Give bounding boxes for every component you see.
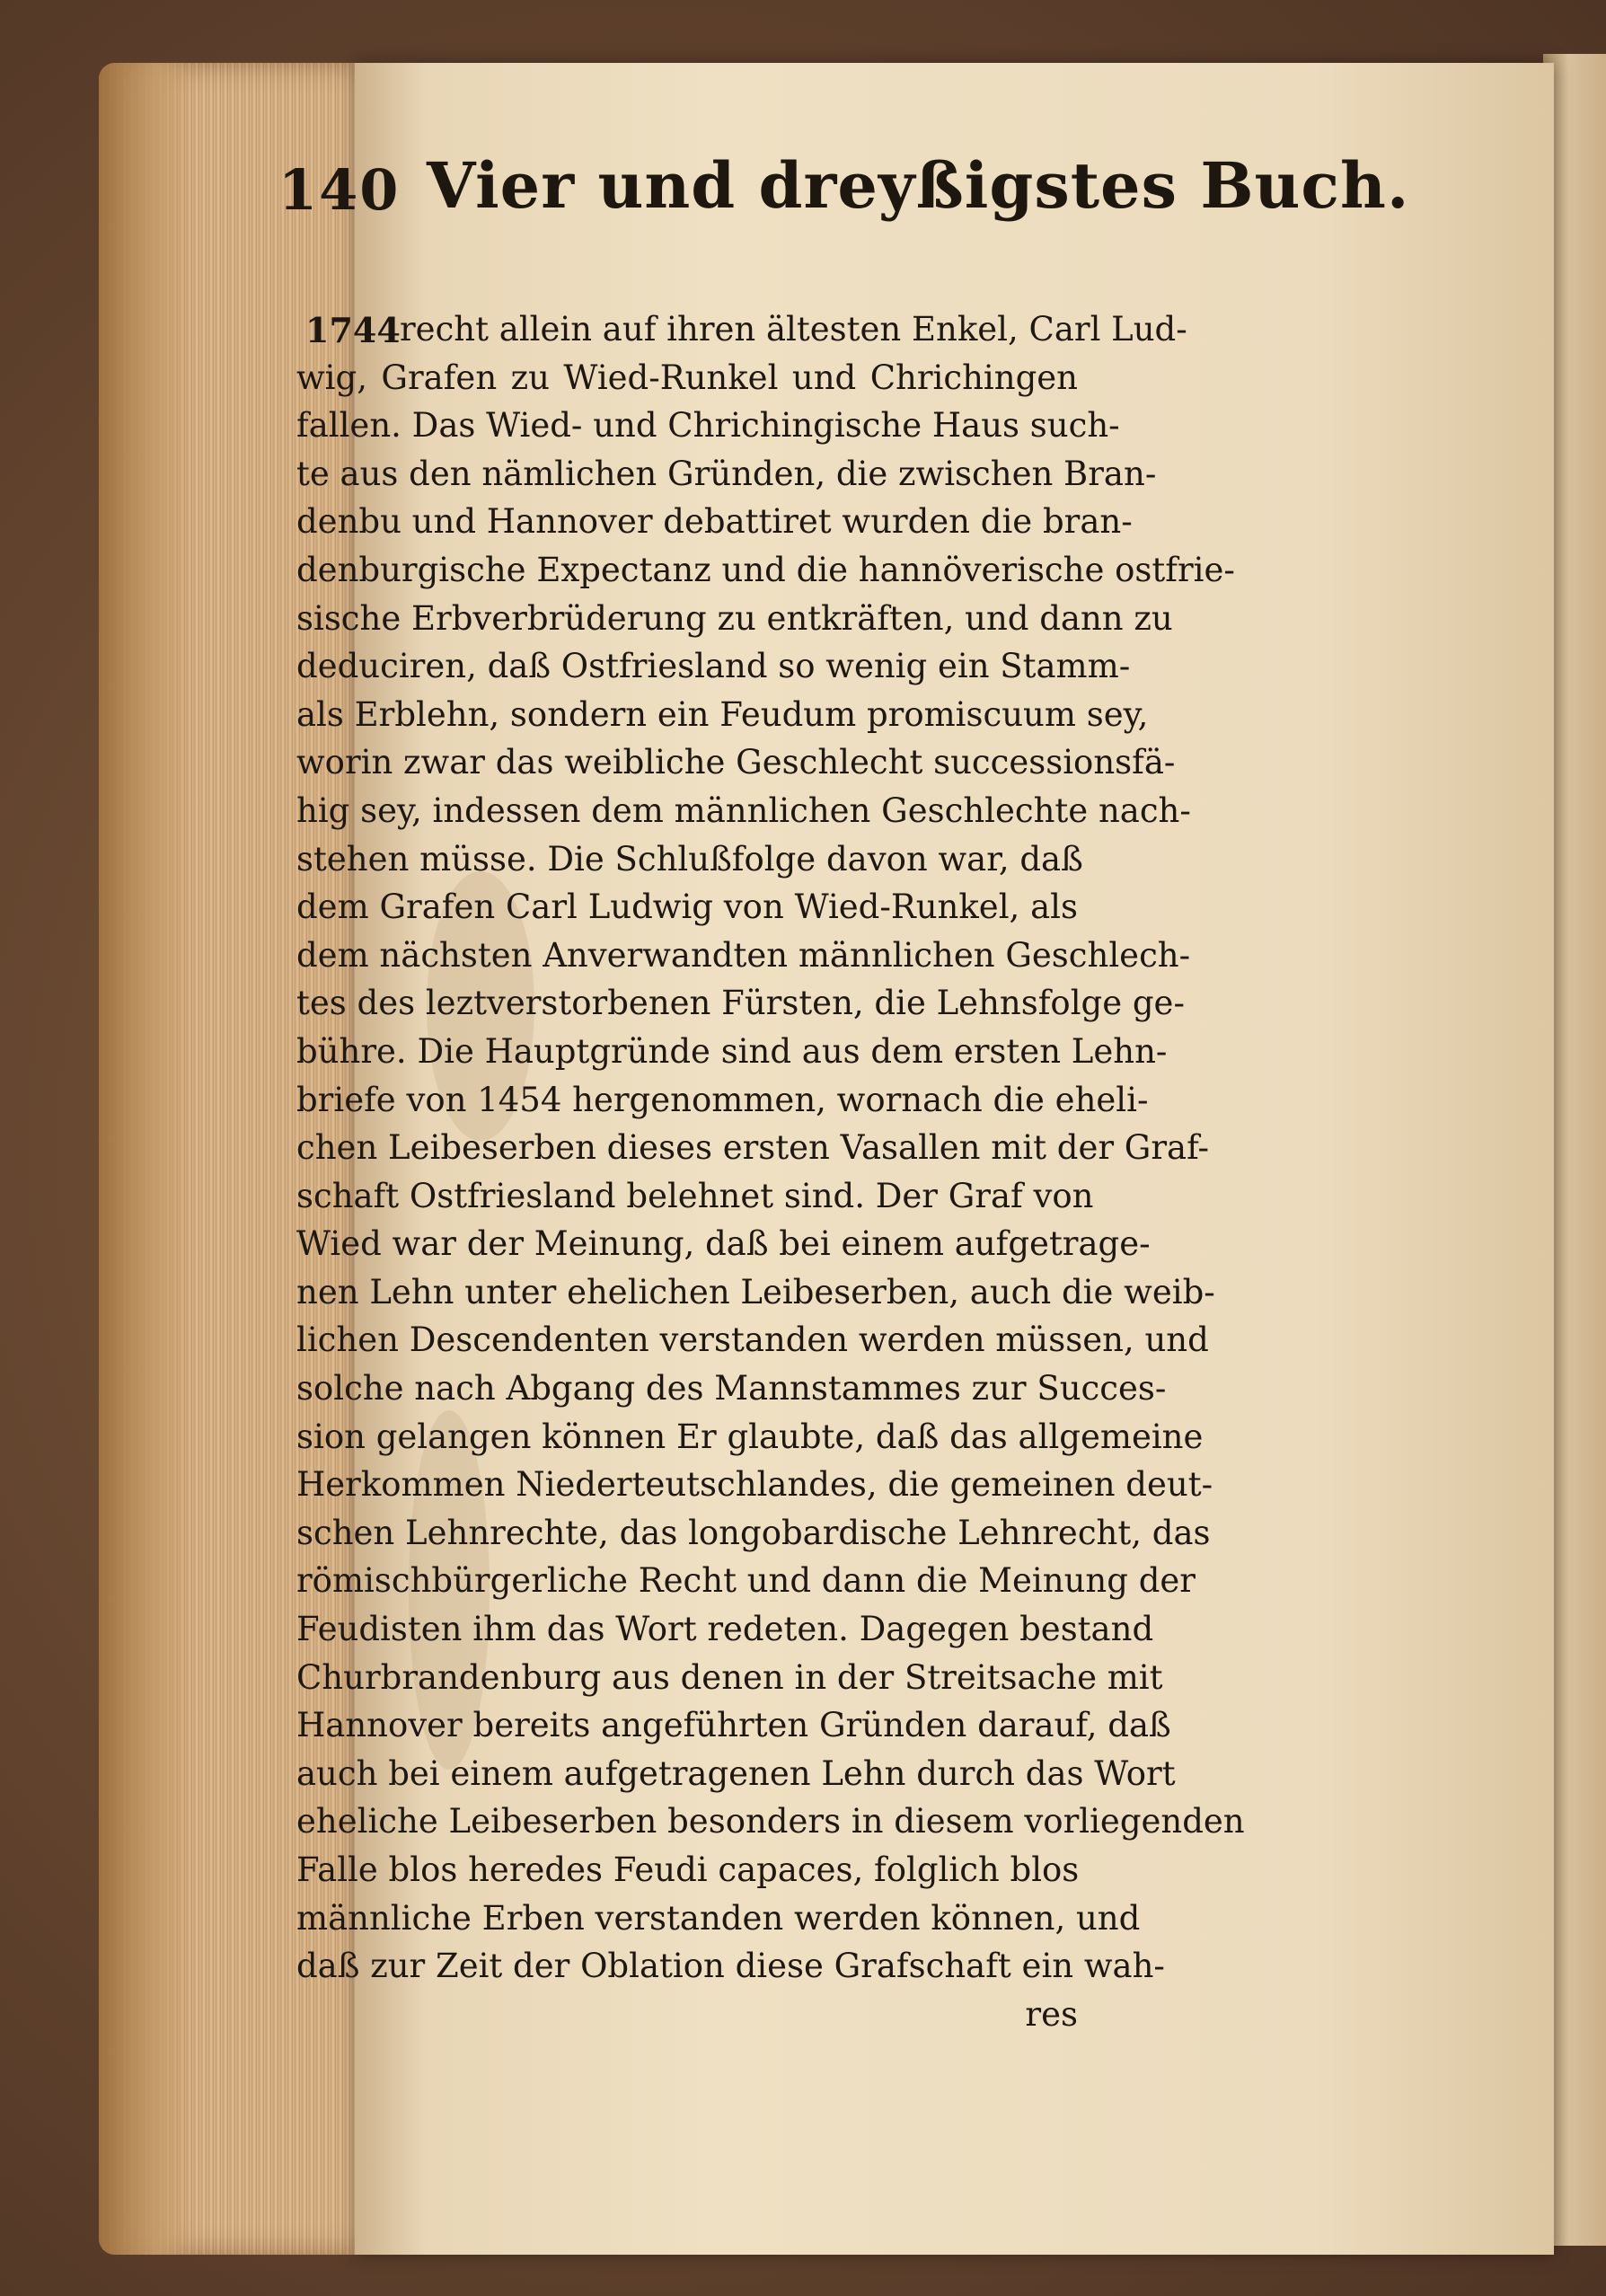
text-line: stehen müsse. Die Schlußfolge davon war, daß — [296, 839, 1083, 879]
page-header — [278, 148, 1410, 256]
page-edges-shadow — [99, 63, 198, 2255]
text-line: sische Erbverbrüderung zu entkräften, und dann zu — [296, 598, 1173, 638]
text-line: denburgische Expectanz und die hannöverische ostfrie- — [296, 550, 1235, 589]
text-line: denbu und Hannover debattiret wurden die bran- — [296, 502, 1133, 542]
text-line: dem Grafen Carl Ludwig von Wied-Runkel, als — [296, 887, 1078, 927]
text-line: sion gelangen können Er glaubte, daß das allgemeine — [296, 1417, 1204, 1456]
text-line: auch bei einem aufgetragenen Lehn durch das Wort — [296, 1753, 1176, 1793]
text-line: worin zwar das weibliche Geschlecht successionsfä- — [296, 743, 1176, 782]
text-line: Hannover bereits angeführten Gründen darauf, daß — [296, 1706, 1171, 1745]
text-line: Feudisten ihm das Wort redeten. Dagegen bestand — [296, 1610, 1154, 1649]
text-line: männliche Erben verstanden werden können, und — [296, 1898, 1141, 1938]
body-text — [296, 305, 1469, 2038]
text-line: dem nächsten Anverwandten männlichen Geschlech- — [296, 935, 1191, 975]
text-line: römischbürgerliche Recht und dann die Meinung der — [296, 1561, 1196, 1601]
text-line: briefe von 1454 hergenommen, wornach die eheli- — [296, 1080, 1149, 1119]
text-line: wig, Grafen zu Wied-Runkel und Chrichingen — [296, 358, 1078, 397]
text-line: Churbrandenburg aus denen in der Streitsache mit — [296, 1657, 1163, 1697]
text-line: Wied war der Meinung, daß bei einem aufgetrage- — [296, 1224, 1151, 1264]
text-line: lichen Descendenten verstanden werden müssen, und — [296, 1320, 1209, 1360]
running-title: Vier und dreyßigstes Buch. — [427, 148, 1410, 223]
text-line: eheliche Leibeserben besonders in diesem vorliegenden — [296, 1802, 1245, 1841]
text-line: fallen. Das Wied- und Chrichingische Haus such- — [296, 406, 1120, 446]
text-line: chen Leibeserben dieses ersten Vasallen mit der Graf- — [296, 1128, 1209, 1168]
text-line: schen Lehnrechte, das longobardische Lehnrecht, das — [296, 1513, 1211, 1552]
page-number: 140 — [278, 157, 401, 223]
margin-year: 1744 — [305, 310, 401, 350]
text-line: recht allein auf ihren ältesten Enkel, Carl Lud- — [400, 310, 1187, 349]
text-line: Falle blos heredes Feudi capaces, folglich blos — [296, 1850, 1080, 1889]
text-line: solche nach Abgang des Mannstammes zur Succes- — [296, 1369, 1167, 1409]
text-line: schaft Ostfriesland belehnet sind. Der Graf von — [296, 1176, 1094, 1215]
text-line: tes des leztverstorbenen Fürsten, die Lehnsfolge ge- — [296, 984, 1185, 1023]
text-line: hig sey, indessen dem männlichen Geschlechte nach- — [296, 790, 1191, 830]
text-line: daß zur Zeit der Oblation diese Grafschaft ein wah- — [296, 1947, 1165, 1986]
text-line: Herkommen Niederteutschlandes, die gemeinen deut- — [296, 1465, 1213, 1505]
text-line: als Erblehn, sondern ein Feudum promiscuum sey, — [296, 694, 1149, 734]
text-line: te aus den nämlichen Gründen, die zwischen Bran- — [296, 454, 1157, 493]
text-line: deduciren, daß Ostfriesland so wenig ein Stamm- — [296, 647, 1131, 686]
text-line: bühre. Die Hauptgründe sind aus dem ersten Lehn- — [296, 1031, 1168, 1071]
text-line: nen Lehn unter ehelichen Leibeserben, auch die weib- — [296, 1272, 1215, 1311]
catchword: res — [1025, 1994, 1078, 2034]
